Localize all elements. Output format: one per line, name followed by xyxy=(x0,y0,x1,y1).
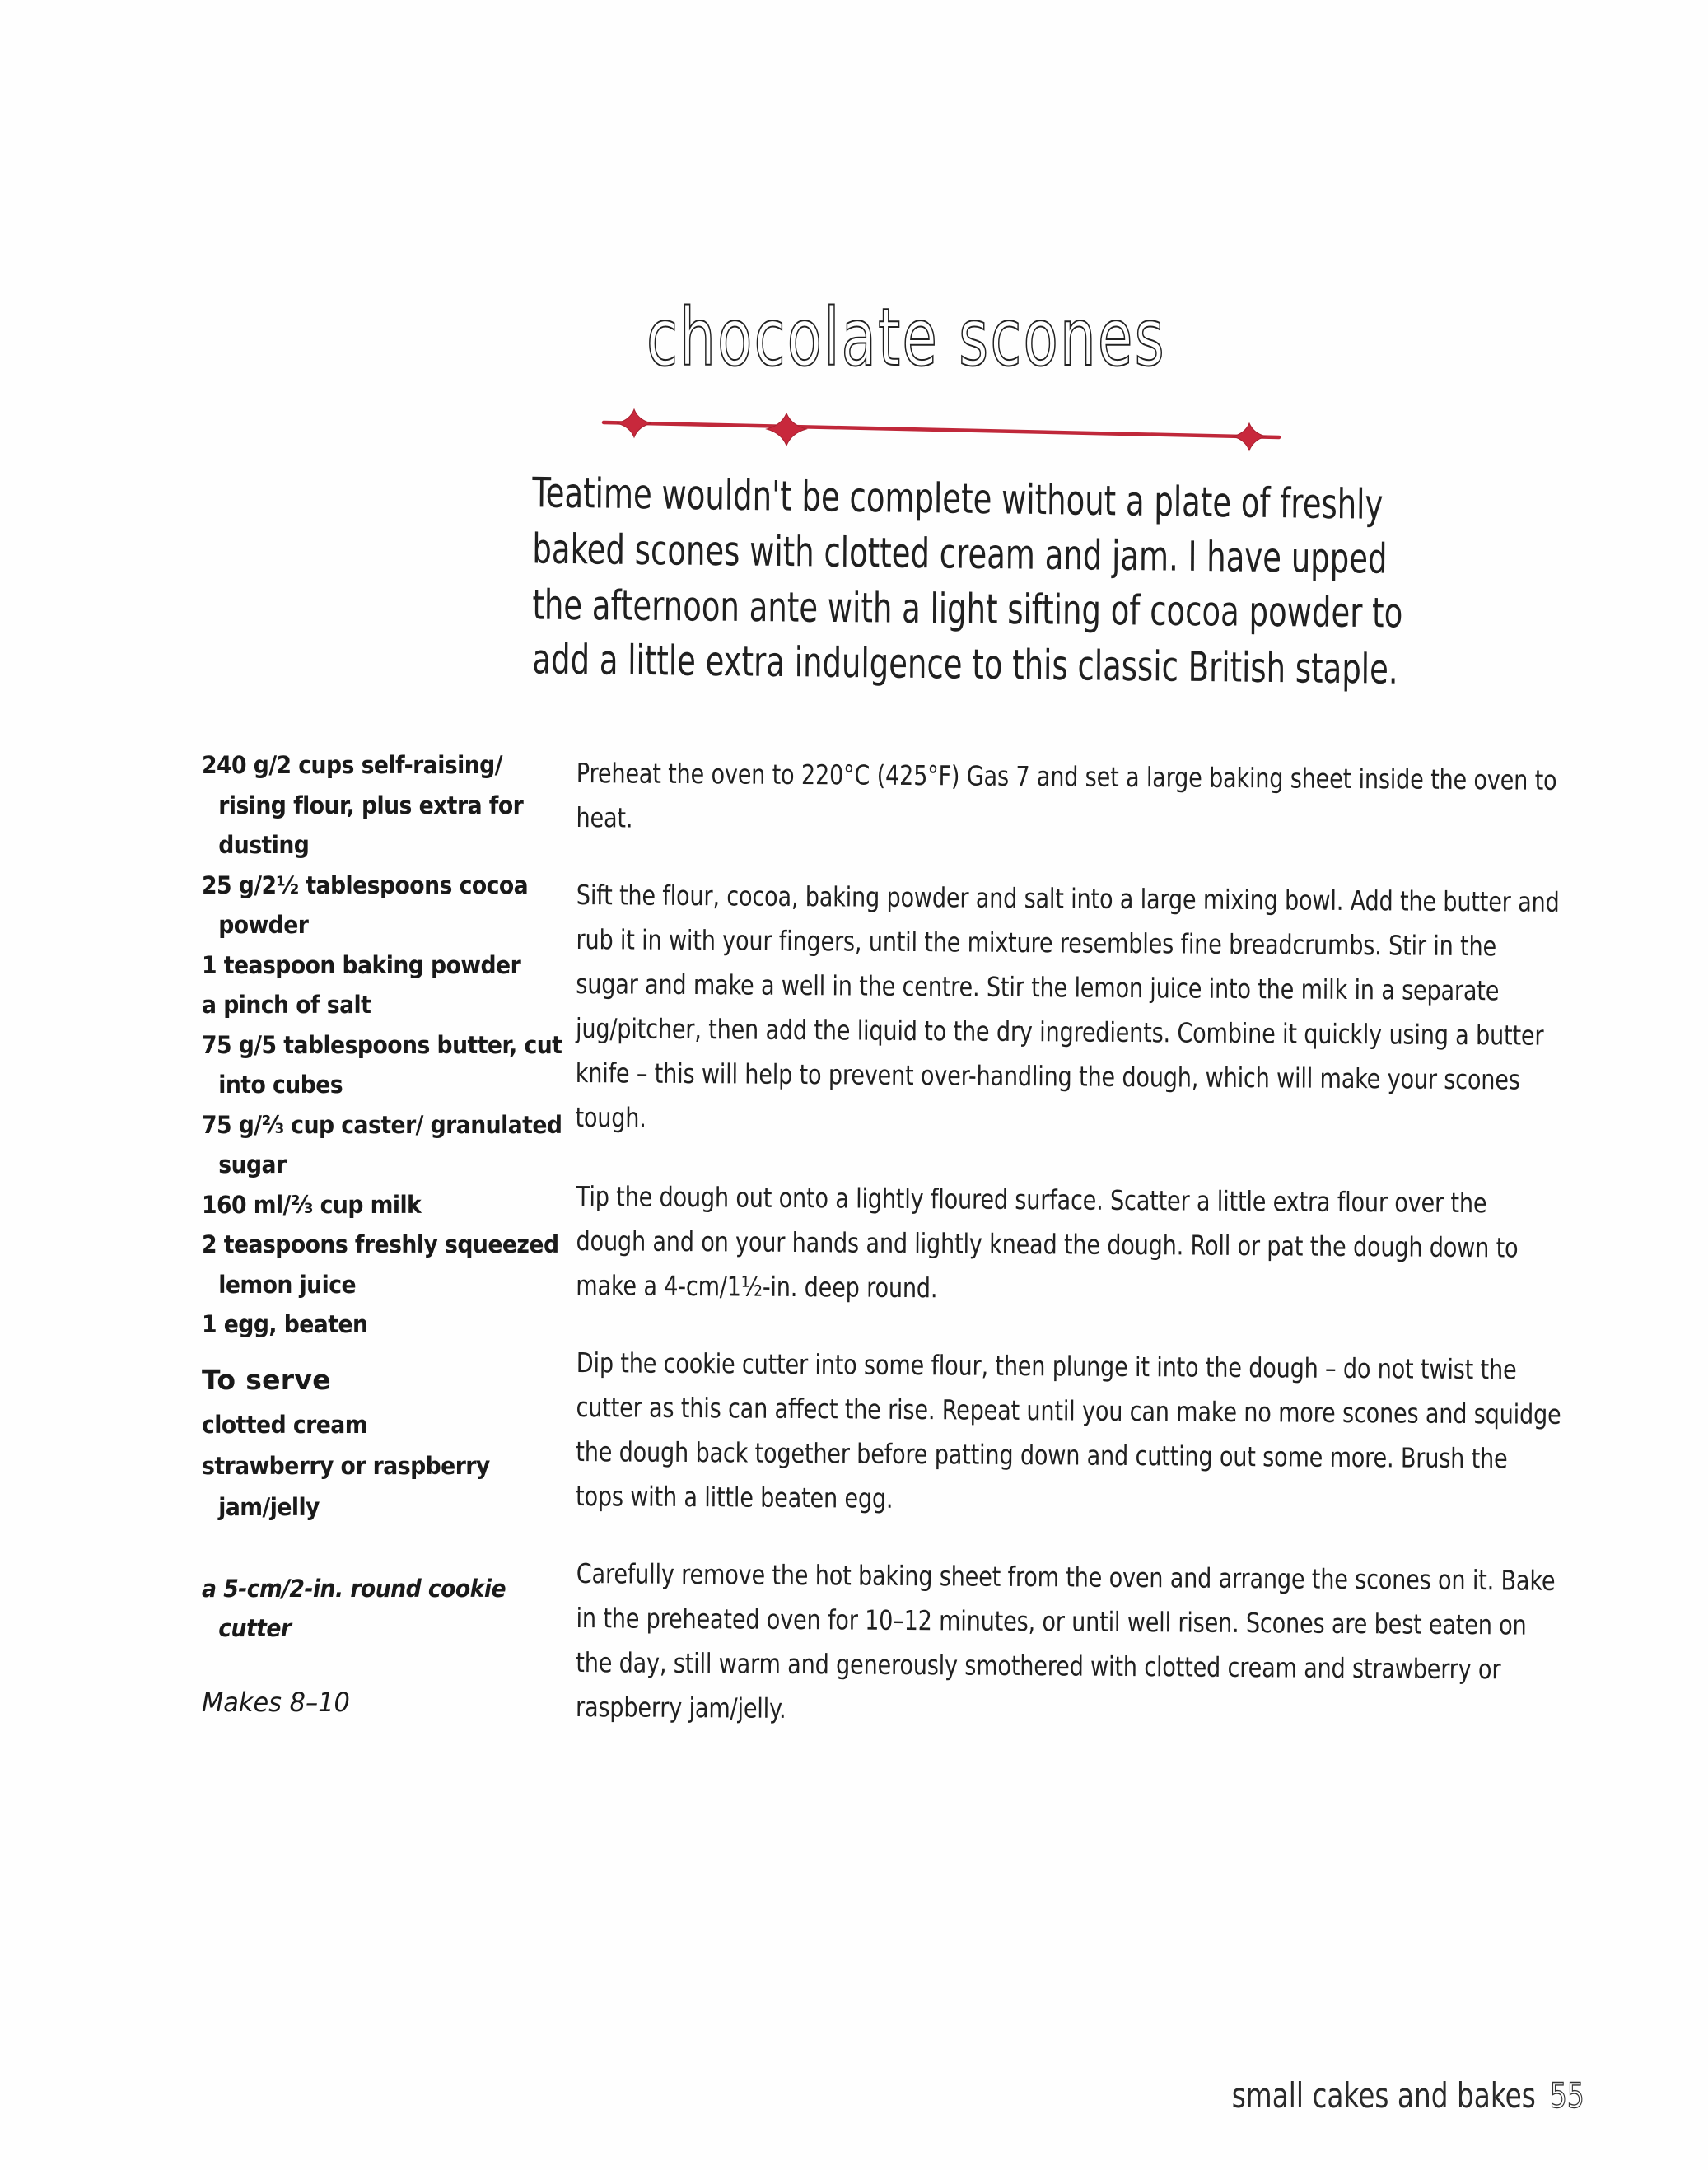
intro-line: Teatime wouldn't be complete without a plate of freshly xyxy=(532,469,1384,529)
intro-line: baked scones with clotted cream and jam. I have upped xyxy=(532,525,1388,583)
page-footer xyxy=(1232,2075,1584,2116)
intro-line: add a little extra indulgence to this classic British staple. xyxy=(532,635,1398,693)
ingredient-item: 75 g/5 tablespoons butter, cut into cubes xyxy=(202,1030,562,1099)
to-serve-list xyxy=(202,1404,564,1528)
intro-line: the afternoon ante with a light sifting of cocoa powder to xyxy=(532,581,1403,637)
recipe-intro xyxy=(395,471,1449,692)
serve-item: strawberry or raspberry jam/jelly xyxy=(202,1451,490,1521)
ingredient-item: 1 teaspoon baking powder xyxy=(202,950,521,979)
page-number: 55 xyxy=(1550,2075,1584,2116)
ingredient-item: a pinch of salt xyxy=(202,991,371,1019)
ingredient-item: 25 g/2½ tablespoons cocoa powder xyxy=(202,870,529,939)
ornamental-divider-icon xyxy=(597,399,1289,457)
serve-item: clotted cream xyxy=(202,1410,367,1439)
ingredient-item: 240 g/2 cups self-raising/ rising flour, plus extra for dusting xyxy=(202,751,524,859)
equipment-note: a 5-cm/2-in. round cookie cutter xyxy=(202,1574,506,1642)
recipe-title-block xyxy=(646,292,1206,383)
method-step: Sift the flour, cocoa, baking powder and salt into a large mixing bowl. Add the butter and rub it in with your fingers, until the mixture resembles fine breadcrumbs. Stir in the sugar and make a well in the centre. Stir the lemon juice into the milk in a separate jug/pitcher, then add the liquid to the dry ingredients. Combine it quickly using a butter knife – this will help to prevent over-handling the dough, which will make your scones tough. xyxy=(575,878,1560,1134)
ingredient-item: 1 egg, beaten xyxy=(202,1310,368,1338)
section-name: small cakes and bakes xyxy=(1231,2075,1537,2116)
method-column xyxy=(576,751,1581,1755)
recipe-yield: Makes 8–10 xyxy=(202,1686,350,1718)
method-step: Dip the cookie cutter into some flour, then plunge it into the dough – do not twist the cutter as this can affect the rise. Repeat until you can make no more scones and squidge the dough back together before patting down and cutting out some more. Brush the tops with a little beaten egg. xyxy=(575,1346,1561,1514)
recipe-title: chocolate scones xyxy=(646,292,1166,384)
to-serve-heading: To serve xyxy=(202,1363,331,1396)
ingredients-list xyxy=(202,745,564,1345)
ingredient-item: 160 ml/⅔ cup milk xyxy=(202,1190,422,1219)
ingredient-item: 75 g/⅔ cup caster/ granulated sugar xyxy=(202,1110,562,1178)
method-step: Preheat the oven to 220°C (425°F) Gas 7 and set a large baking sheet inside the oven to heat. xyxy=(576,756,1557,834)
ingredients-column xyxy=(202,745,564,1723)
ingredient-item: 2 teaspoons freshly squeezed lemon juice xyxy=(202,1230,559,1299)
method-step: Tip the dough out onto a lightly floured surface. Scatter a little extra flour over the dough and on your hands and lightly knead the dough. Roll or pat the dough down to make a 4-cm/1½-in. deep round. xyxy=(576,1179,1519,1304)
method-step: Carefully remove the hot baking sheet from the oven and arrange the scones on it. Bake in the preheated oven for 10–12 minutes, or until well risen. Scones are best eaten on the day, still warm and generously smothered with clotted cream and strawberry or raspberry jam/jelly. xyxy=(575,1556,1556,1724)
